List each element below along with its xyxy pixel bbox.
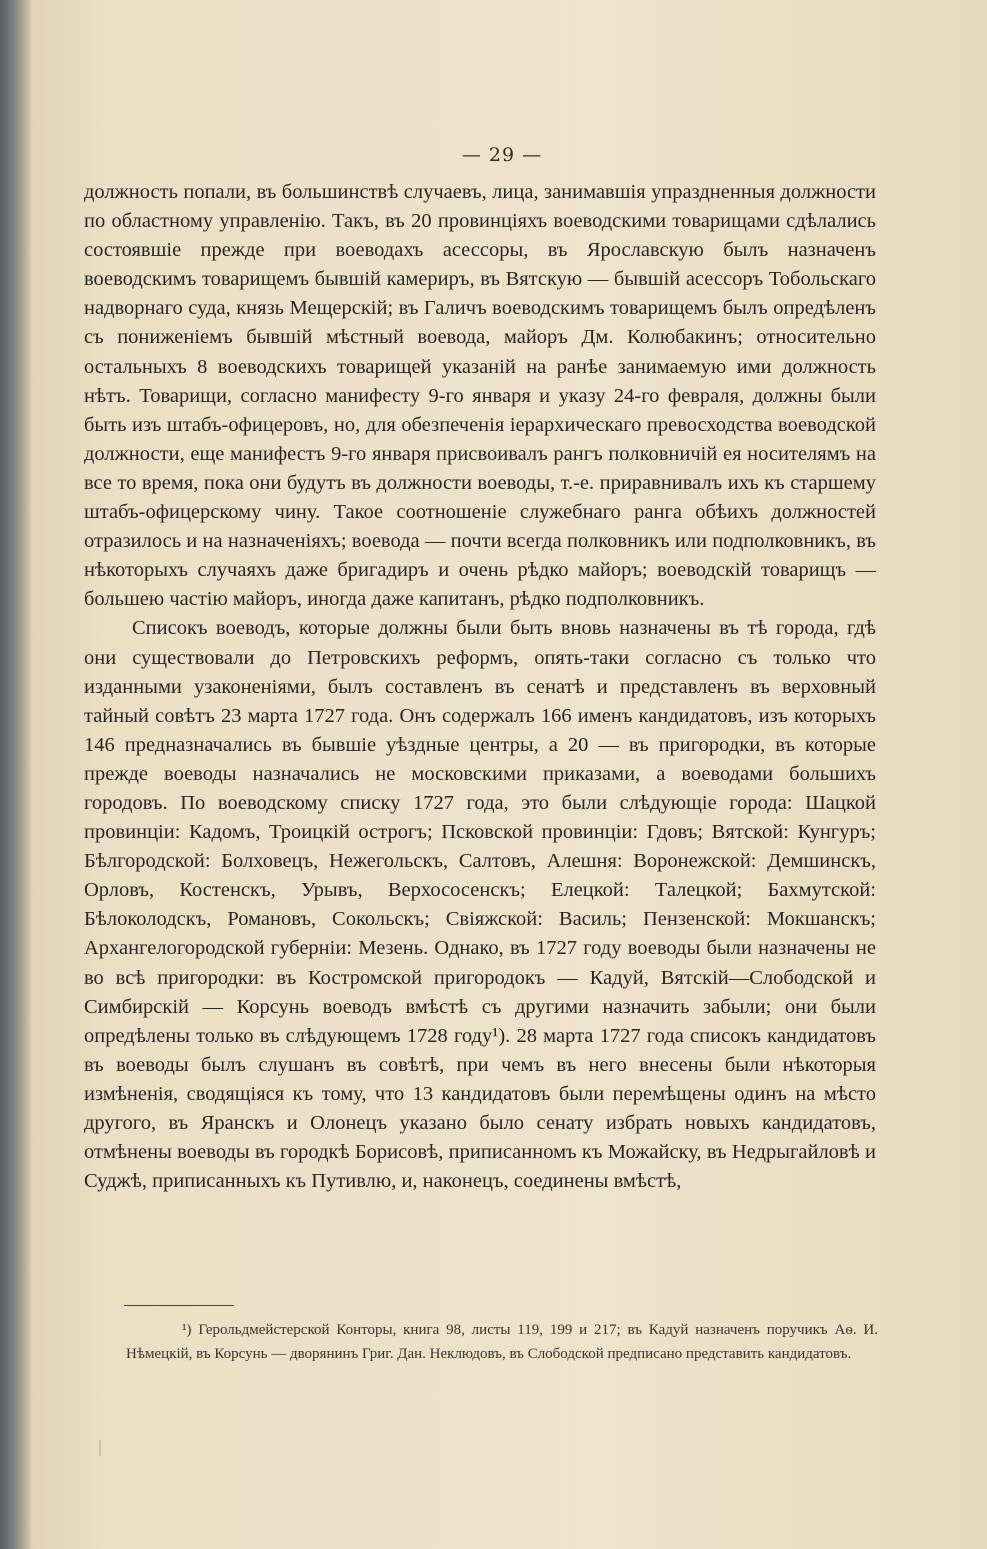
footnote-separator (124, 1305, 234, 1306)
paragraph-1: должность попали, въ большинствѣ случаевъ, лица, занимавшія упраздненныя должности по областному управленію. Такъ, въ 20 провинціяхъ воеводскими товарищами сдѣлались состоявшіе прежде при воеводахъ асессоры, въ Ярославскую былъ назначенъ воеводскимъ товарищемъ бывшій камериръ, въ Вятскую — бывшій асессоръ Тобольскаго надворнаго суда, князь Мещерскій; въ Галичъ воеводскимъ товарищемъ былъ опредѣленъ съ пониженіемъ бывшій мѣстный воевода, майоръ Дм. Колюбакинъ; относительно остальныхъ 8 воеводскихъ товарищей указаній на ранѣе занимаемую ими должность нѣтъ. Товарищи, согласно манифесту 9-го января и указу 24-го февраля, должны были быть изъ штабъ-офицеровъ, но, для обезпеченія іерархическаго превосходства воеводской должности, еще манифестъ 9-го января присвоивалъ рангъ полковничій ея носителямъ на все то время, пока они будутъ въ должности воеводы, т.-е. приравнивалъ ихъ къ старшему штабъ-офицерскому чину. Такое соотношеніе служебнаго ранга обѣихъ должностей отразилось и на назначеніяхъ; воевода — почти всегда полковникъ или подполковникъ, въ нѣкоторыхъ случаяхъ даже бригадиръ и очень рѣдко майоръ; воеводскій товарищъ — большею частію майоръ, иногда даже капитанъ, рѣдко подполковникъ. (84, 181, 876, 611)
paragraph-2: Списокъ воеводъ, которые должны были быть вновь назначены въ тѣ города, гдѣ они существовали до Петровскихъ реформъ, опять-таки согласно съ только что изданными узаконеніями, былъ составленъ въ сенатѣ и представленъ въ верховный тайный совѣтъ 23 марта 1727 года. Онъ содержалъ 166 именъ кандидатовъ, изъ которыхъ 146 предназначались въ бывшіе уѣздные центры, а 20 — въ пригородки, въ которые прежде воеводы назначались не московскими приказами, а воеводами большихъ городовъ. По воеводскому списку 1727 года, это были слѣдующіе города: Шацкой провинціи: Кадомъ, Троицкій острогъ; Псковской провинціи: Гдовъ; Вятской: Кунгуръ; Бѣлгородской: Болховецъ, Нежегольскъ, Салтовъ, Алешня: Воронежской: Демшинскъ, Орловъ, Костенскъ, Урывъ, Верхососенскъ; Елецкой: Талецкой; Бахмутской: Бѣлоколодскъ, Романовъ, Сокольскъ; Свіяжской: Василь; Пензенской: Мокшанскъ; Архангелогородской губерніи: Мезень. Однако, въ 1727 году воеводы были назначены не во всѣ пригородки: въ Костромской пригородокъ — Кадуй, Вятскій—Слободской и Симбирскій — Корсунь воеводъ вмѣстѣ съ другими назначить забыли; они были опредѣлены только въ слѣдующемъ 1728 году¹). 28 марта 1727 года списокъ кандидатовъ въ воеводы былъ слушанъ въ совѣтѣ, при чемъ въ него внесены были нѣкоторыя измѣненія, сводящіяся къ тому, что 13 кандидатовъ были перемѣщены одинъ на мѣсто другого, въ Яранскъ и Олонецъ указано было сенату избрать новыхъ кандидатовъ, отмѣнены воеводы въ городкѣ Борисовѣ, приписанномъ къ Можайску, въ Недрыгайловѣ и Суджѣ, приписанныхъ къ Путивлю, и, наконецъ, соединены вмѣстѣ, (84, 617, 876, 1193)
book-binding-edge (0, 0, 32, 1549)
paper-blemish (99, 1440, 101, 1456)
page-number: — 29 — (461, 144, 543, 166)
main-text-block (84, 178, 876, 1196)
footnote-1: ¹) Герольдмейстерской Конторы, книга 98, листы 119, 199 и 217; въ Кадуй назначенъ поручикъ Аѳ. И. Нѣмецкій, въ Корсунь — дворянинъ Григ. Дан. Неклюдовъ, въ Слободской предписано представить кандидатовъ. (126, 1322, 878, 1362)
